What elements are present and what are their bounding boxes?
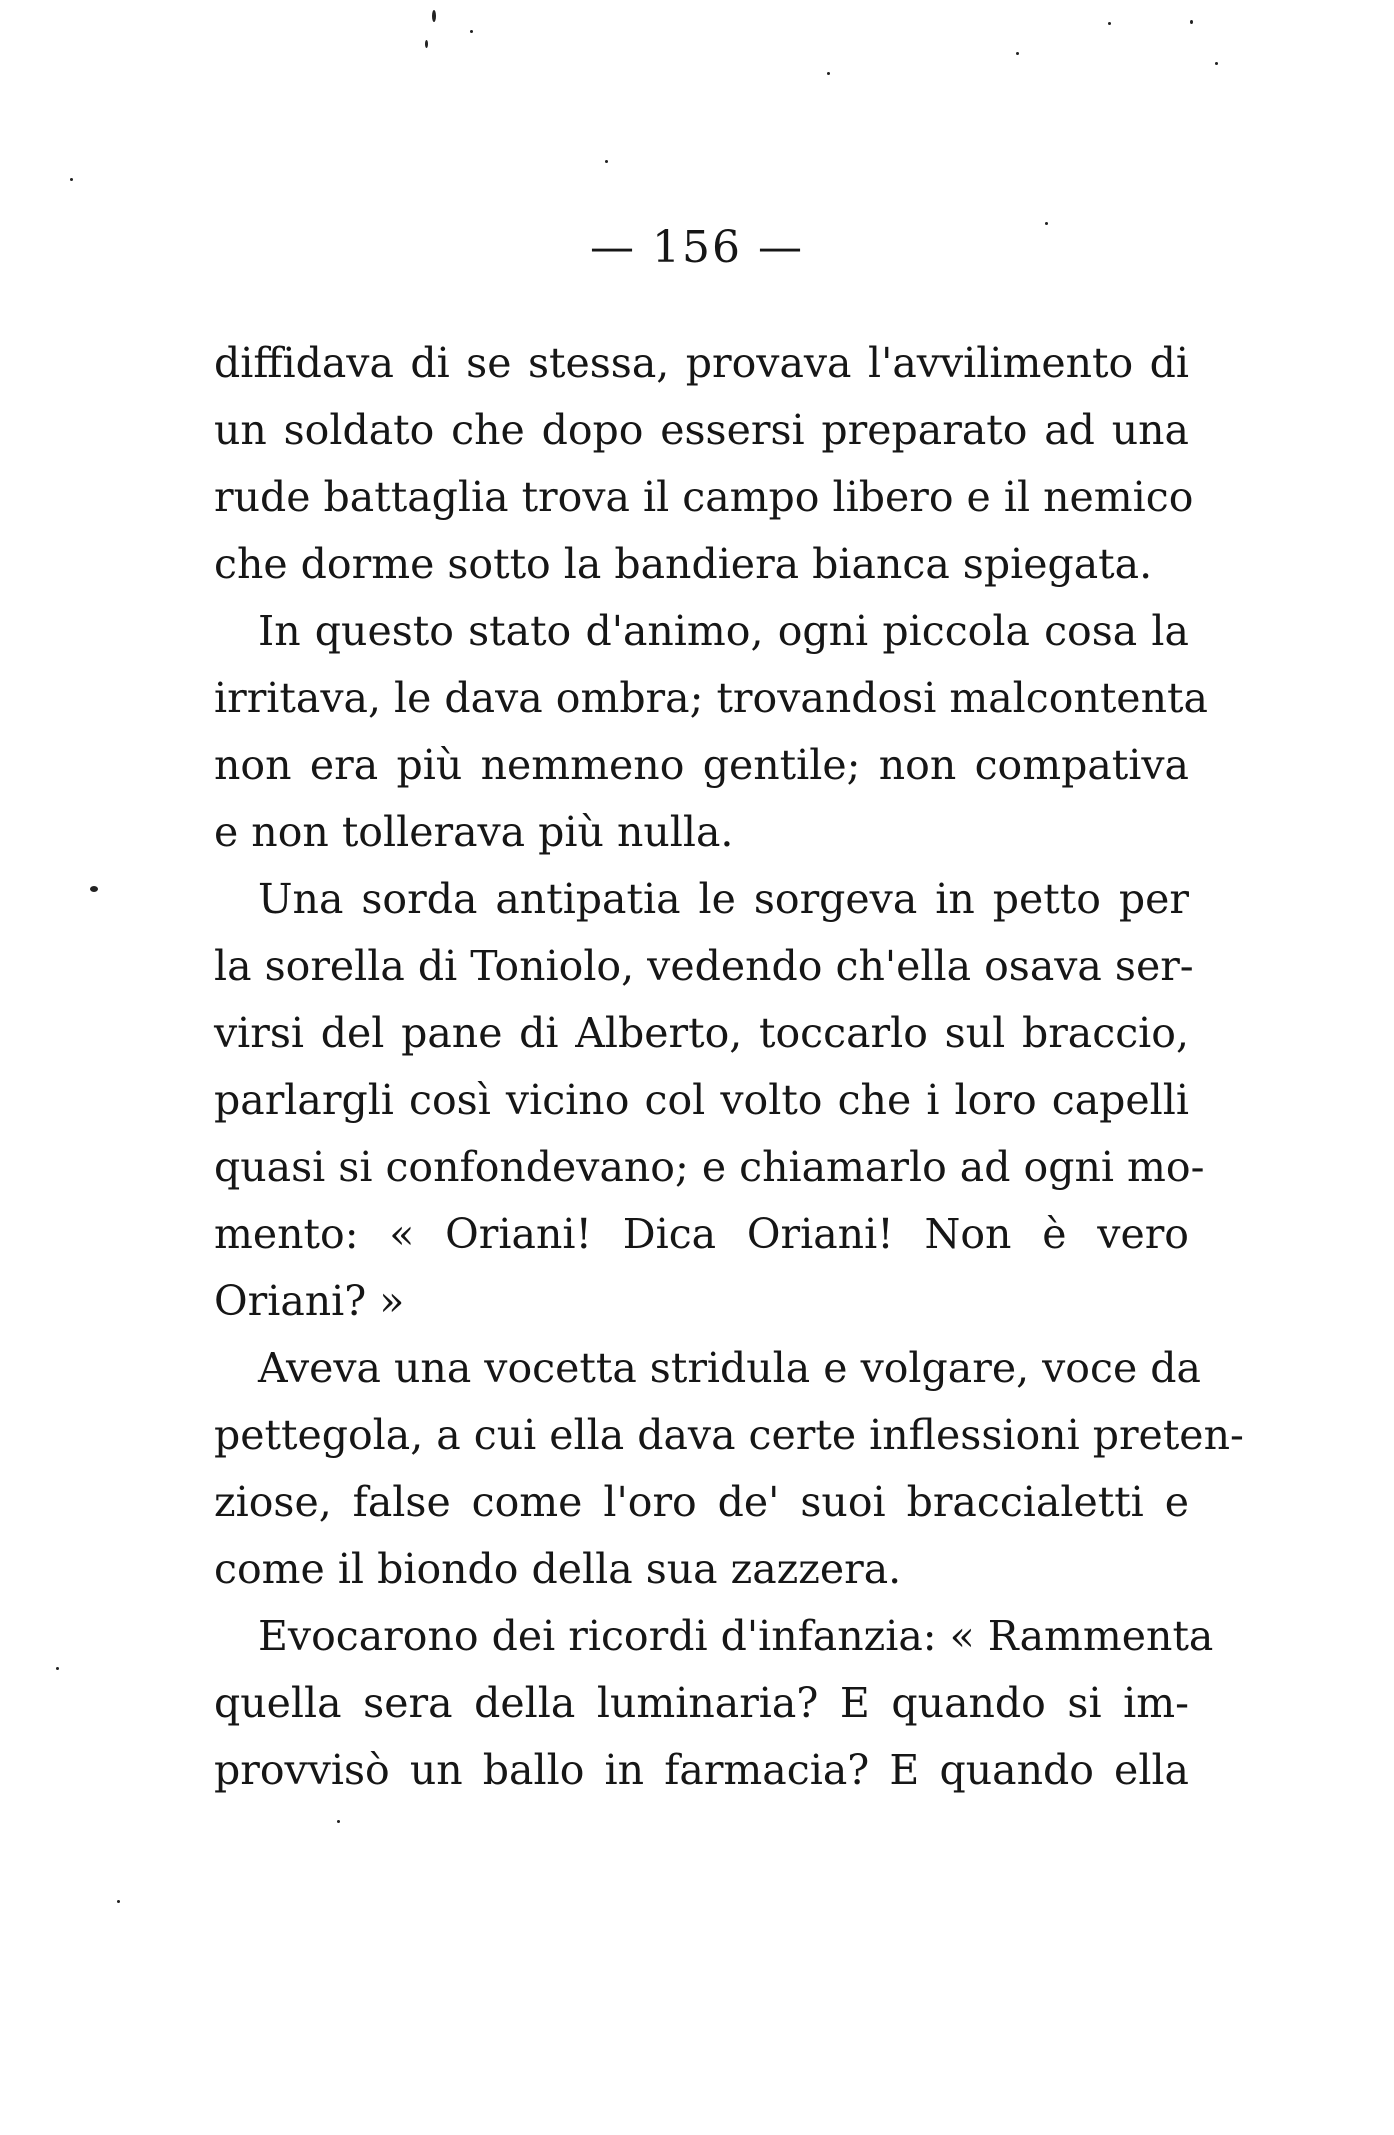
- scan-speck: [56, 1667, 59, 1670]
- text-line: e non tollerava più nulla.: [214, 808, 734, 856]
- paragraph: [214, 330, 1194, 598]
- paragraph: [214, 866, 1205, 1335]
- text-line: quasi si confondevano; e chiamarlo ad ogni mo-: [214, 1143, 1205, 1191]
- scan-speck: [1190, 20, 1193, 24]
- body-text: [214, 330, 1244, 1804]
- scan-speck: [1045, 222, 1048, 225]
- text-line: come il biondo della sua zazzera.: [214, 1545, 902, 1593]
- text-line: Evocarono dei ricordi d'infanzia: « Rammenta: [258, 1612, 1214, 1660]
- text-line: la sorella di Toniolo, vedendo ch'ella osava ser-: [214, 942, 1194, 990]
- paragraph: [214, 1603, 1214, 1804]
- paragraph: [214, 598, 1208, 866]
- text-line: provvisò un ballo in farmacia? E quando ella: [214, 1746, 1189, 1794]
- page-number: — 156 —: [590, 222, 804, 273]
- scan-speck: [425, 40, 428, 48]
- scan-speck: [90, 886, 98, 892]
- text-line: virsi del pane di Alberto, toccarlo sul braccio,: [214, 1009, 1189, 1057]
- text-line: irritava, le dava ombra; trovandosi malcontenta: [214, 674, 1208, 722]
- scan-speck: [1108, 22, 1111, 25]
- scan-speck: [827, 72, 830, 75]
- text-line: parlargli così vicino col volto che i loro capelli: [214, 1076, 1189, 1124]
- scan-speck: [432, 10, 436, 22]
- text-line: mento: « Oriani! Dica Oriani! Non è vero: [214, 1210, 1189, 1258]
- text-line: un soldato che dopo essersi preparato ad una: [214, 406, 1189, 454]
- scan-speck: [605, 160, 608, 163]
- scan-speck: [470, 30, 473, 33]
- text-line: rude battaglia trova il campo libero e il nemico: [214, 473, 1194, 521]
- text-line: che dorme sotto la bandiera bianca spiegata.: [214, 540, 1153, 588]
- text-line: In questo stato d'animo, ogni piccola cosa la: [258, 607, 1189, 655]
- text-line: Oriani? »: [214, 1277, 405, 1325]
- scan-speck: [337, 1820, 340, 1823]
- scan-speck: [1215, 62, 1218, 65]
- text-line: pettegola, a cui ella dava certe inflessioni preten-: [214, 1411, 1244, 1459]
- scan-speck: [117, 1900, 120, 1903]
- text-line: quella sera della luminaria? E quando si im-: [214, 1679, 1189, 1727]
- text-line: Una sorda antipatia le sorgeva in petto per: [258, 875, 1189, 923]
- text-line: non era più nemmeno gentile; non compativa: [214, 741, 1189, 789]
- paragraph: [214, 1335, 1244, 1603]
- text-line: ziose, false come l'oro de' suoi braccialetti e: [214, 1478, 1189, 1526]
- text-line: Aveva una vocetta stridula e volgare, voce da: [258, 1344, 1201, 1392]
- scan-speck: [1016, 52, 1019, 55]
- text-line: diffidava di se stessa, provava l'avvilimento di: [214, 339, 1189, 387]
- scan-speck: [70, 178, 73, 181]
